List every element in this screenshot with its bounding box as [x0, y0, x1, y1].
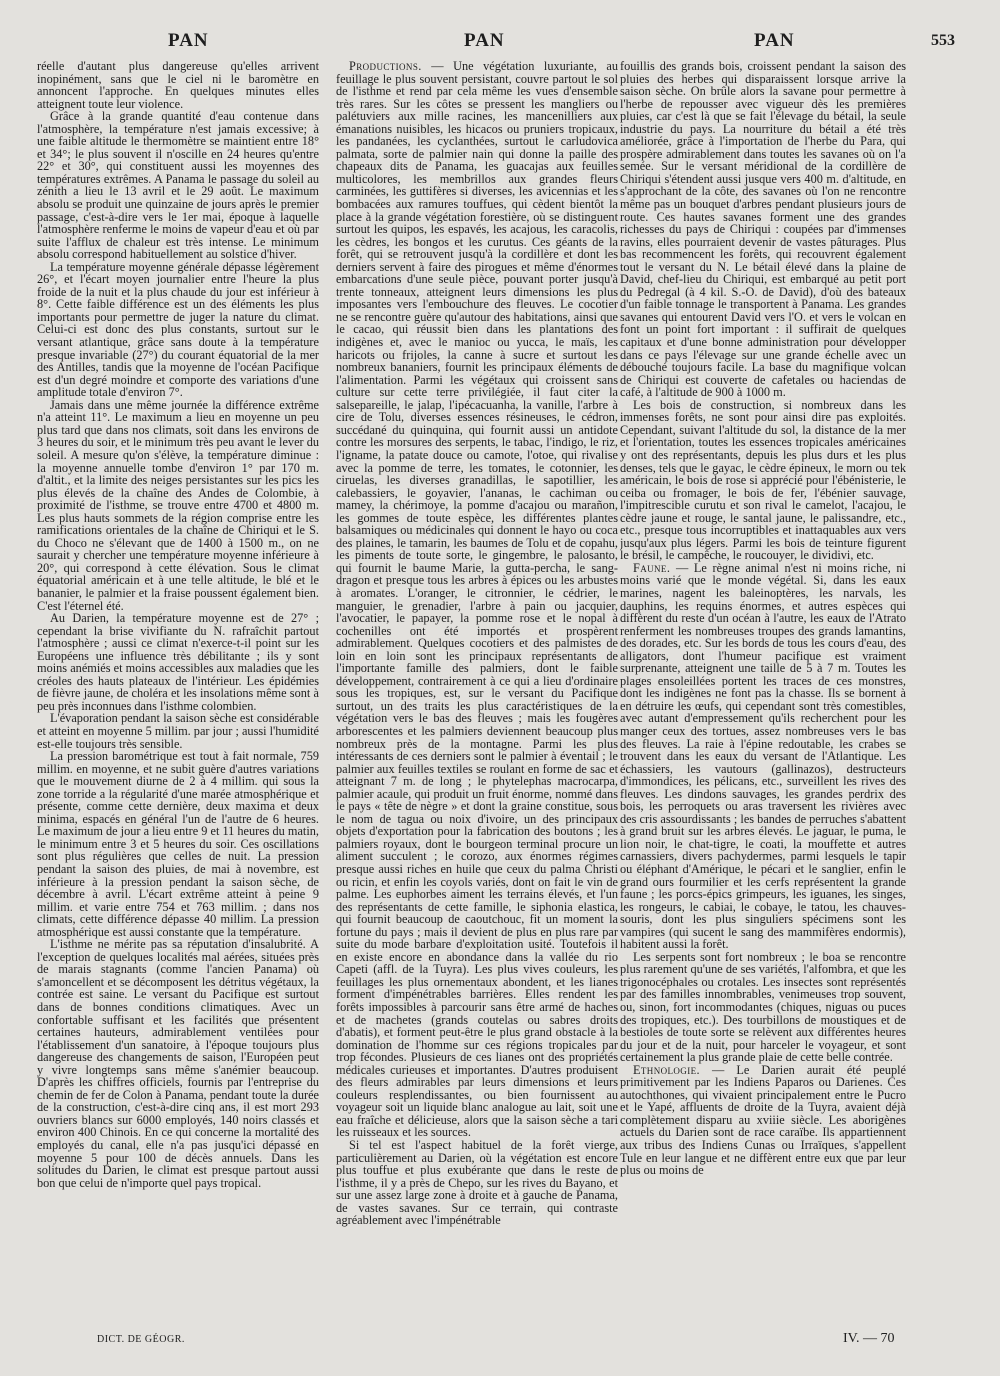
footer-dictionary-title: DICT. DE GÉOGR.	[97, 1334, 185, 1345]
section-label-faune: Faune.	[633, 560, 671, 575]
paragraph: réelle d'autant plus dangereuse qu'elles arrivent inopinément, sans que le ciel ni le baromètre en annoncent l'approche. En quelques minutes elles atteignent toute leur violence.	[37, 60, 319, 111]
section-label-productions: Productions.	[349, 60, 422, 73]
paragraph: Grâce à la grande quantité d'eau contenue dans l'atmosphère, la température n'est jamais excessive; à une faible altitude le thermomètre se maintient entre 18° et 34°; le plus souvent il n'oscille en 24 heures qu'entre 22° et 30°, qui constituent aussi les moyennes des températures extrêmes. A Panama le passage du soleil au zénith a lieu le 13 avril et le 29 août. Le maximum absolu se produit une quinzaine de jours après le premier passage, c'est-à-dire vers le 1er mai, époque à laquelle l'atmosphère renferme le moins de vapeur d'eau et où par suite l'afflux de chaleur est très intense. Le minimum absolu correspond habituellement au solstice d'hiver.	[37, 109, 319, 262]
column-right	[620, 60, 906, 1300]
paragraph: fouillis des grands bois, croissent pendant la saison des pluies des herbes qui disparaissent lorsque arrive la saison sèche. On brûle alors la savane pour permettre à l'herbe de repousser avec vigueur dès les premières pluies, car c'est là que se fait l'élevage du bétail, la seule industrie du pays. La nourriture du bétail a été très améliorée, grâce à l'importation de l'herbe du Para, qui prospère admirablement dans toutes les savanes où on l'a semée. Sur le versant méridional de la cordillère de Chiriqui s'étendent aussi jusque vers 400 m. d'altitude, en s'approchant de la côte, des savanes où l'on ne rencontre même pas un bouquet d'arbres pendant plusieurs jours de route. Ces hautes savanes forment une des grandes richesses du pays de Chiriqui : coupées par d'immenses ravins, elles pourraient devenir de vastes pâturages. Plus bas recommencent les forêts, qui recouvrent également tout le versant du N. Le bétail élevé dans la plaine de David, chef-lieu du Chiriqui, est embarqué au petit port du Pedregal (à 4 kil. S.-O. de David), d'où des bateaux d'un faible tonnage le transportent à Panama. Les grandes savanes qui entourent David vers l'O. et vers le volcan en font un point fort important : il suffirait de quelques capitaux et d'une bonne administration pour développer dans ce pays l'élevage sur une grande échelle avec un débouché toujours facile. La base du magnifique volcan de Chiriqui est couverte de cafetales ou haciendas de café, à l'altitude de 900 à 1000 m.	[620, 60, 906, 400]
paragraph: Les serpents sont fort nombreux ; le boa se rencontre plus rarement qu'une de ses variétés, l'alfombra, et que les trigonocéphales ou crotales. Les insectes sont représentés par des familles innombrables, venimeuses trop souvent, ou, sinon, fort incommodantes (chiques, niguas ou puces des tropiques, etc.). Des tourbillons de moustiques et de bestioles de toute sorte se relèvent aux différentes heures du jour et de la nuit, pour harceler le voyageur, et sont certainement la plus grande plaie de cette belle contrée.	[620, 949, 906, 1065]
paragraph: La pression barométrique est tout à fait normale, 759 millim. en moyenne, et ne subit guère d'autres variations que le mouvement diurne de 2 à 4 millim. qui sous la zone torride a la régularité d'une marée atmosphérique et présente, comme cette dernière, deux maxima et deux minima, espacés en général l'un de l'autre de 6 heures. Le maximum de jour a lieu entre 9 et 11 heures du matin, le minimum entre 3 et 5 heures du soir. Ces oscillations sont plus régulières que celles de nuit. La pression pendant la saison des pluies, de mai à novembre, est inférieure à la pression pendant la saison sèche, de décembre à avril. L'écart extrême atteint à peine 9 millim. et varie entre 754 et 763 millim. ; dans nos climats, cette différence dépasse 40 millim. La pression atmosphérique est aussi constante que la température.	[37, 749, 319, 939]
section-label-ethnologie: Ethnologie.	[633, 1062, 700, 1077]
paragraph: Au Darien, la température moyenne est de 27° ; cependant la brise vivifiante du N. rafraîchit partout l'atmosphère ; aussi ce climat n'exerce-t-il point sur les Européens une influence très débilitante ; ils y sont moins anémiés et moins accessibles aux maladies que les créoles des hauts plateaux de l'intérieur. Les épidémies de fièvre jaune, de choléra et les insolations même sont à peu près inconnues dans l'isthme colombien.	[37, 611, 319, 713]
header-word-center: PAN	[464, 30, 505, 51]
footer-volume-signature: IV. — 70	[843, 1331, 895, 1346]
page-footer	[0, 1331, 1000, 1351]
paragraph: La température moyenne générale dépasse légèrement 26°, et l'écart moyen journalier entre l'heure la plus froide de la nuit et la plus chaude du jour est inférieur à 8°. Cette faible différence est un des éléments les plus importants pour permettre de juger la nature du climat. Celui-ci est donc des plus constants, surtout sur le versant atlantique, grâce sans doute à la température presque invariable (27°) du courant équatorial de la mer des Antilles, tandis que la moyenne de l'océan Pacifique est d'un degré moindre et comporte des variations d'une amplitude totale d'environ 7°.	[37, 259, 319, 400]
paragraph-text: — Une végétation luxuriante, au feuillage le plus souvent persistant, couvre partout le sol de l'isthme et rend par cela même les vues d'ensemble très rares. Sur les côtes se pressent les mangliers ou palétuviers aux mille racines, les mancenilliers aux émanations nuisibles, les hicacos ou pruniers tropicaux, les pandanées, les cyclanthées, surtout le carludovica palmata, sorte de palmier nain qui donne la paille des chapeaux dits de Panama, les guacajas aux feuilles multicolores, les membrillos aux grandes fleurs carminées, les guttifères si diverses, les avicennias et les bombacées aux ramures touffues, qui cèdent bientôt la place à la grande végétation forestière, où se distinguent surtout les quipos, les espavés, les acajous, les caracolis, les cèdres, les bongos et les curutus. Ces géants de la forêt, qui se retrouvent jusqu'à la cordillère et dont les derniers servent à faire des pirogues et même d'énormes embarcations d'une seule pièce, pouvant porter jusqu'à trente tonneaux, atteignent leurs dimensions les plus imposantes vers l'embouchure des fleuves. Le cocotier ne se rencontre guère qu'autour des habitations, ainsi que le cacao, qui réussit bien dans les plantations des indigènes et, avec le manioc ou yucca, le maïs, les haricots ou frijoles, la canne à sucre et surtout les nombreux bananiers, fournit les principaux éléments de l'alimentation. Parmi les végétaux qui croissent sans culture sur cette terre privilégiée, il faut citer la salsepareille, le jalap, l'ipécacuanha, la vanille, l'arbre à cire de Tolu, diverses essences résineuses, le cédron, succédané du quinquina, qui fournit aussi un antidote contre les morsures des serpents, le tabac, l'indigo, le riz, l'igname, la patate douce ou camote, l'otoe, qui rivalise avec la pomme de terre, les tomates, le cotonnier, les ciruelas, les diverses granadillas, le sapotillier, les calebassiers, le goyavier, l'ananas, le cachiman ou mamey, la chérimoye, la pomme d'acajou ou marañon, les gommes de toute espèce, les différentes plantes balsamiques ou médicinales qui donnent le hayo ou coca des plaines, le tamarin, les baumes de Tolu et de copahu, les piments de toute sorte, le gingembre, le palosanto, qui fournit le baume Marie, la gutta-percha, le sang-dragon et presque tous les arbres à épices ou les arbustes à aromates. L'oranger, le citronnier, le cédrier, le manguier, le grenadier, l'arbre à pain ou jacquier, l'avocatier, le papayer, la pomme rose et le nopal à cochenilles ont été importés et prospèrent admirablement. Quelques cocotiers et des palmistes de loin en loin sont les principaux représentants de l'importante famille des palmiers, dont le faible développement, contrairement à ce qui a lieu d'ordinaire sous les tropiques, est, sur le versant du Pacifique surtout, un des traits les plus caractéristiques de la végétation vers le bas des fleuves ; mais les fougères arborescentes et les palmiers deviennent beaucoup plus nombreux près de la montagne. Parmi les plus intéressants de ces derniers sont le palmier à éventail ; le palmier aux feuilles textiles se roulant en forme de sac et atteignant 7 m. de long ; le phytelephas macrocarpa, palmier acaule, qui produit un fruit énorme, nommé dans le pays « tête de nègre » et dont la graine constitue, sous le nom de tagua ou noix d'ivoire, un des principaux objets d'exportation pour la fabrication des boutons ; les palmiers royaux, dont le bourgeon terminal procure un aliment succulent ; le corozo, aux énormes régimes presque aussi riches en huile que ceux du palma Christi ou ricin, et enfin les coyols variés, dont on fait le vin de palme. Les euphorbes aiment les terrains élevés, et l'un des représentants de cette famille, le siphonia elastica, qui fournit beaucoup de caoutchouc, fit un moment la fortune du pays ; mais il devient de plus en plus rare par suite du mode barbare d'exploitation usité. Toutefois il en existe encore en abondance dans la vallée du rio Capeti (affl. de la Tuyra). Les plus vives couleurs, les feuillages les plus ornementaux abondent, et les lianes forment d'impénétrables barrières. Elles rendent les forêts impossibles à parcourir sans être armé de haches et de machetes (grands coutelas ou sabres droits d'abatis), et forment peut-être le plus grand obstacle à la domination de l'homme sur ces régions tropicales par trop fécondes. Plusieurs de ces lianes ont des propriétés médicales curieuses et importantes. D'autres produisent des fleurs admirables par leurs dimensions et leurs couleurs resplendissantes, ou bien fournissent au voyageur soit un liquide blanc analogue au lait, soit une eau fraîche et délicieuse, alors que la saison sèche a tari les ruisseaux et les sources.	[336, 60, 618, 1140]
paragraph-faune	[620, 562, 906, 951]
column-middle	[336, 60, 618, 1300]
page-number: 553	[931, 32, 955, 49]
paragraph: Les bois de construction, si nombreux dans les immenses forêts, ne sont pour ainsi dire pas exploités. Cependant, suivant l'altitude du sol, la distance de la mer et l'orientation, toutes les essences tropicales américaines y ont des représentants, depuis les plus durs et les plus denses, tels que le gayac, le cèdre épineux, le morn ou tek américain, le bois de rose si apprécié pour l'ébénisterie, le ceiba ou fromager, le bois de fer, l'ébénier sauvage, l'impitrescible curutu et son rival le camelot, l'acajou, le cèdre jaune et rouge, le santal jaune, le palissandre, etc., etc., presque tous incorruptibles et inattaquables aux vers jusqu'aux plus légers. Parmi les bois de teinture figurent le brésil, le campêche, le roucouyer, le dividivi, etc.	[620, 397, 906, 563]
paragraph: L'isthme ne mérite pas sa réputation d'insalubrité. A l'exception de quelques localités mal aérées, situées près de marais stagnants (comme l'ancien Panama) où s'amoncellent et se décomposent les détritus végétaux, la contrée est saine. Le versant du Pacifique est surtout dans de bonnes conditions climatiques. Avec un confortable suffisant et les facilités que présentent certaines hauteurs, admirablement ventilées pour l'établissement d'un sanatoire, à l'époque toujours plus dangereuse des changements de saison, l'Européen peut y vivre longtemps sans même s'anémier beaucoup. D'après les chiffres officiels, fournis par l'entreprise du chemin de fer de Colon à Panama, pendant toute la durée de la construction, c'est-à-dire cinq ans, il est mort 293 ouvriers blancs sur 6000 employés, 140 noirs classés et environ 400 Chinois. En ce qui concerne la mortalité des employés du canal, elle n'a pas jusqu'ici dépassé en moyenne 5 pour 100 de décès annuels. Dans les solitudes du Darien, le climat est presque partout aussi bon que celui de n'importe quel pays tropical.	[37, 937, 319, 1190]
running-header	[0, 30, 1000, 56]
header-word-left: PAN	[168, 30, 209, 51]
header-word-right: PAN	[754, 30, 795, 51]
paragraph: Si tel est l'aspect habituel de la forêt vierge, particulièrement au Darien, où la végétation est encore plus touffue et plus exubérante que dans le reste de l'isthme, il y a près de Chepo, sur les rives du Bayano, et sur une assez large zone à droite et à gauche de Panama, de vastes savanes. Sur ce terrain, qui contraste agréablement avec l'impénétrable	[336, 1138, 618, 1228]
paragraph-ethnologie	[620, 1064, 906, 1177]
paragraph-productions	[336, 60, 618, 1139]
paragraph-text: — Le Darien aurait été peuplé primitivement par les Indiens Paparos ou Darienes. Ces autochthones, qui vivaient principalement entre le Pucro et le Yapé, affluents de droite de la Tuyra, avaient déjà complètement disparu au xviiie siècle. Les aborigènes actuels du Darien sont de race caraïbe. Ils appartiennent aux tribus des Indiens Cunas ou Irraïques, s'appellent Tule en leur langue et ne diffèrent entre eux que par leur plus ou moins de	[620, 1062, 906, 1178]
paragraph-text: — Le règne animal n'est ni moins riche, ni moins varié que le monde végétal. Si, dans les eaux marines, nagent les baleinoptères, les narvals, les dauphins, les requins énormes, et autres espèces qui diffèrent du reste d'un océan à l'autre, les eaux de l'Atrato renferment les nombreuses troupes des grands lamantins, des dorades, etc. Sur les bords de tous les cours d'eau, des alligators, dont l'humeur pacifique est vraiment surprenante, atteignent une taille de 5 à 7 m. Toutes les plages ensoleillées portent les traces de ces monstres, dont les indigènes ne font pas la chasse. Ils se bornent à en détruire les œufs, qui cependant sont très comestibles, avec autant d'empressement qu'ils recherchent pour les manger ceux des tortues, assez nombreuses vers le bas des fleuves. La raie à l'épine redoutable, les crabes se trouvent dans les eaux du versant de l'Atlantique. Les échassiers, les vautours (gallinazos), destructeurs d'immondices, les pélicans, etc., surveillent les rives des fleuves. Les dindons sauvages, les grandes perdrix des bois, les perroquets ou aras traversent les rivières avec des cris assourdissants ; les bandes de perruches s'abattent à grand bruit sur les arbres élevés. Le jaguar, le puma, le lion noir, le chat-tigre, le coati, la mouffette et autres carnassiers, divers pachydermes, parmi lesquels le tapir ou éléphant d'Amérique, le pécari et le sanglier, enfin le grand ours fourmilier et les cerfs représentent la grande faune ; les porcs-épics grimpeurs, les iguanes, les singes, les rongeurs, le cabiai, le cobaye, le tatou, les chauves-souris, dont les plus singuliers spécimens sont les vampires (qui sucent le sang des mammifères endormis), habitent aussi la forêt.	[620, 560, 906, 952]
paragraph: Jamais dans une même journée la différence extrême n'a atteint 11°. Le maximum a lieu en moyenne un peu plus tard que dans nos climats, soit dans les environs de 3 heures du soir, et le minimum très peu avant le lever du soleil. A mesure qu'on s'élève, la température diminue : la moyenne annuelle tombe d'environ 1° par 170 m. d'altit., et la limite des neiges persistantes sur les pics les plus élevés de la chaîne des Andes de Colombie, à proximité de l'isthme, se trouve entre 4700 et 4800 m. Les plus hauts sommets de la région comprise entre les ramifications orientales de la chaîne de Chiriqui et le S. du Choco ne s'élevant que de 1400 à 1500 m., on ne saurait y chercher une température moyenne inférieure à 20°, qui correspond à cette élévation. Sous le climat équatorial américain et à une telle altitude, le blé et le bananier, le palmier et la fraise poussent également bien. C'est l'éternel été.	[37, 397, 319, 613]
column-left	[37, 60, 319, 1300]
paragraph: L'évaporation pendant la saison sèche est considérable et atteint en moyenne 5 millim. par jour ; aussi l'humidité est-elle toujours très sensible.	[37, 711, 319, 751]
